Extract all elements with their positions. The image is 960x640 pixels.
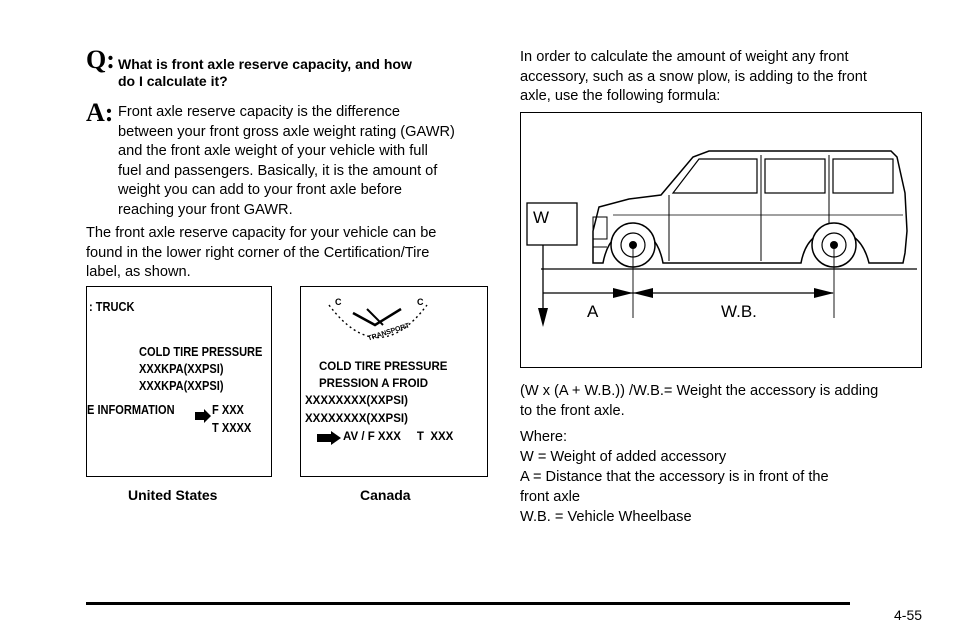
intro-line: The front axle reserve capacity for your vehicle can be — [86, 225, 437, 241]
answer-line: and the front axle weight of your vehicle with full — [118, 143, 428, 159]
formula-intro-line: axle, use the following formula: — [520, 88, 721, 104]
formula-intro-line: In order to calculate the amount of weight any front — [520, 49, 849, 65]
where-label: Where: — [520, 429, 568, 445]
question-text — [118, 56, 412, 90]
us-label-f: F XXX — [212, 402, 244, 417]
canada-label-transport: TRANSPORT — [366, 322, 411, 343]
canada-label-c-right: C — [417, 297, 424, 307]
canada-label-av: AV / F XXX T XXX — [343, 431, 454, 443]
formula-line: (W x (A + W.B.)) /W.B.= Weight the accessory is adding — [520, 383, 879, 399]
canada-label-kpa-2: XXXXXXXX(XXPSI) — [305, 413, 408, 425]
us-caption: United States — [128, 487, 218, 503]
canada-caption: Canada — [360, 487, 411, 503]
us-label-kpa-1: XXXKPA(XXPSI) — [139, 361, 224, 376]
canada-label-froid: PRESSION A FROID — [319, 378, 429, 390]
us-label-kpa-2: XXXKPA(XXPSI) — [139, 378, 224, 393]
suv-drawing — [521, 113, 920, 366]
footer-rule — [86, 602, 850, 605]
formula-text — [520, 382, 878, 421]
vehicle-diagram — [520, 112, 922, 368]
answer-line: Front axle reserve capacity is the difference — [118, 104, 401, 120]
us-label-t: T XXXX — [212, 420, 252, 435]
question-line: What is front axle reserve capacity, and how — [118, 56, 412, 72]
canada-label-c-left: C — [335, 297, 342, 307]
intro-line: found in the lower right corner of the Certification/Tire — [86, 244, 430, 261]
page-number: 4-55 — [894, 607, 923, 623]
definition-wb: W.B. = Vehicle Wheelbase — [520, 509, 692, 525]
us-tire-label — [86, 286, 272, 477]
us-label-cold-pressure: COLD TIRE PRESSURE — [139, 344, 263, 359]
formula-line: to the front axle. — [520, 402, 625, 419]
answer-line: between your front gross axle weight rating (GAWR) — [118, 123, 455, 140]
diagram-w-label: W — [533, 208, 550, 227]
question-line: do I calculate it? — [118, 73, 228, 89]
answer-line: reaching your front GAWR. — [118, 201, 293, 218]
answer-line: weight you can add to your front axle before — [118, 182, 402, 198]
question-mark-label: Q: — [86, 45, 115, 74]
us-label-truck: : TRUCK — [89, 299, 135, 314]
canada-tire-label — [300, 286, 488, 477]
intro-paragraph — [86, 224, 436, 283]
diagram-wb-label: W.B. — [721, 302, 757, 321]
formula-intro — [520, 48, 867, 107]
us-label-info: E INFORMATION — [87, 402, 175, 417]
definition-a — [520, 468, 829, 507]
answer-text — [118, 103, 455, 220]
definition-w: W = Weight of added accessory — [520, 449, 727, 465]
arrow-right-icon — [195, 409, 211, 423]
answer-line: fuel and passengers. Basically, it is the amount of — [118, 162, 438, 179]
answer-mark-label: A: — [86, 98, 114, 127]
canada-label-kpa-1: XXXXXXXX(XXPSI) — [305, 395, 408, 407]
definition-a-line: A = Distance that the accessory is in front of the — [520, 469, 829, 485]
diagram-a-label: A — [587, 302, 599, 321]
formula-intro-line: accessory, such as a snow plow, is adding to the front — [520, 68, 867, 85]
intro-line: label, as shown. — [86, 264, 191, 280]
canada-label-cold-pressure: COLD TIRE PRESSURE — [319, 361, 448, 373]
arrow-right-icon — [317, 431, 341, 445]
definition-a-line: front axle — [520, 488, 581, 505]
